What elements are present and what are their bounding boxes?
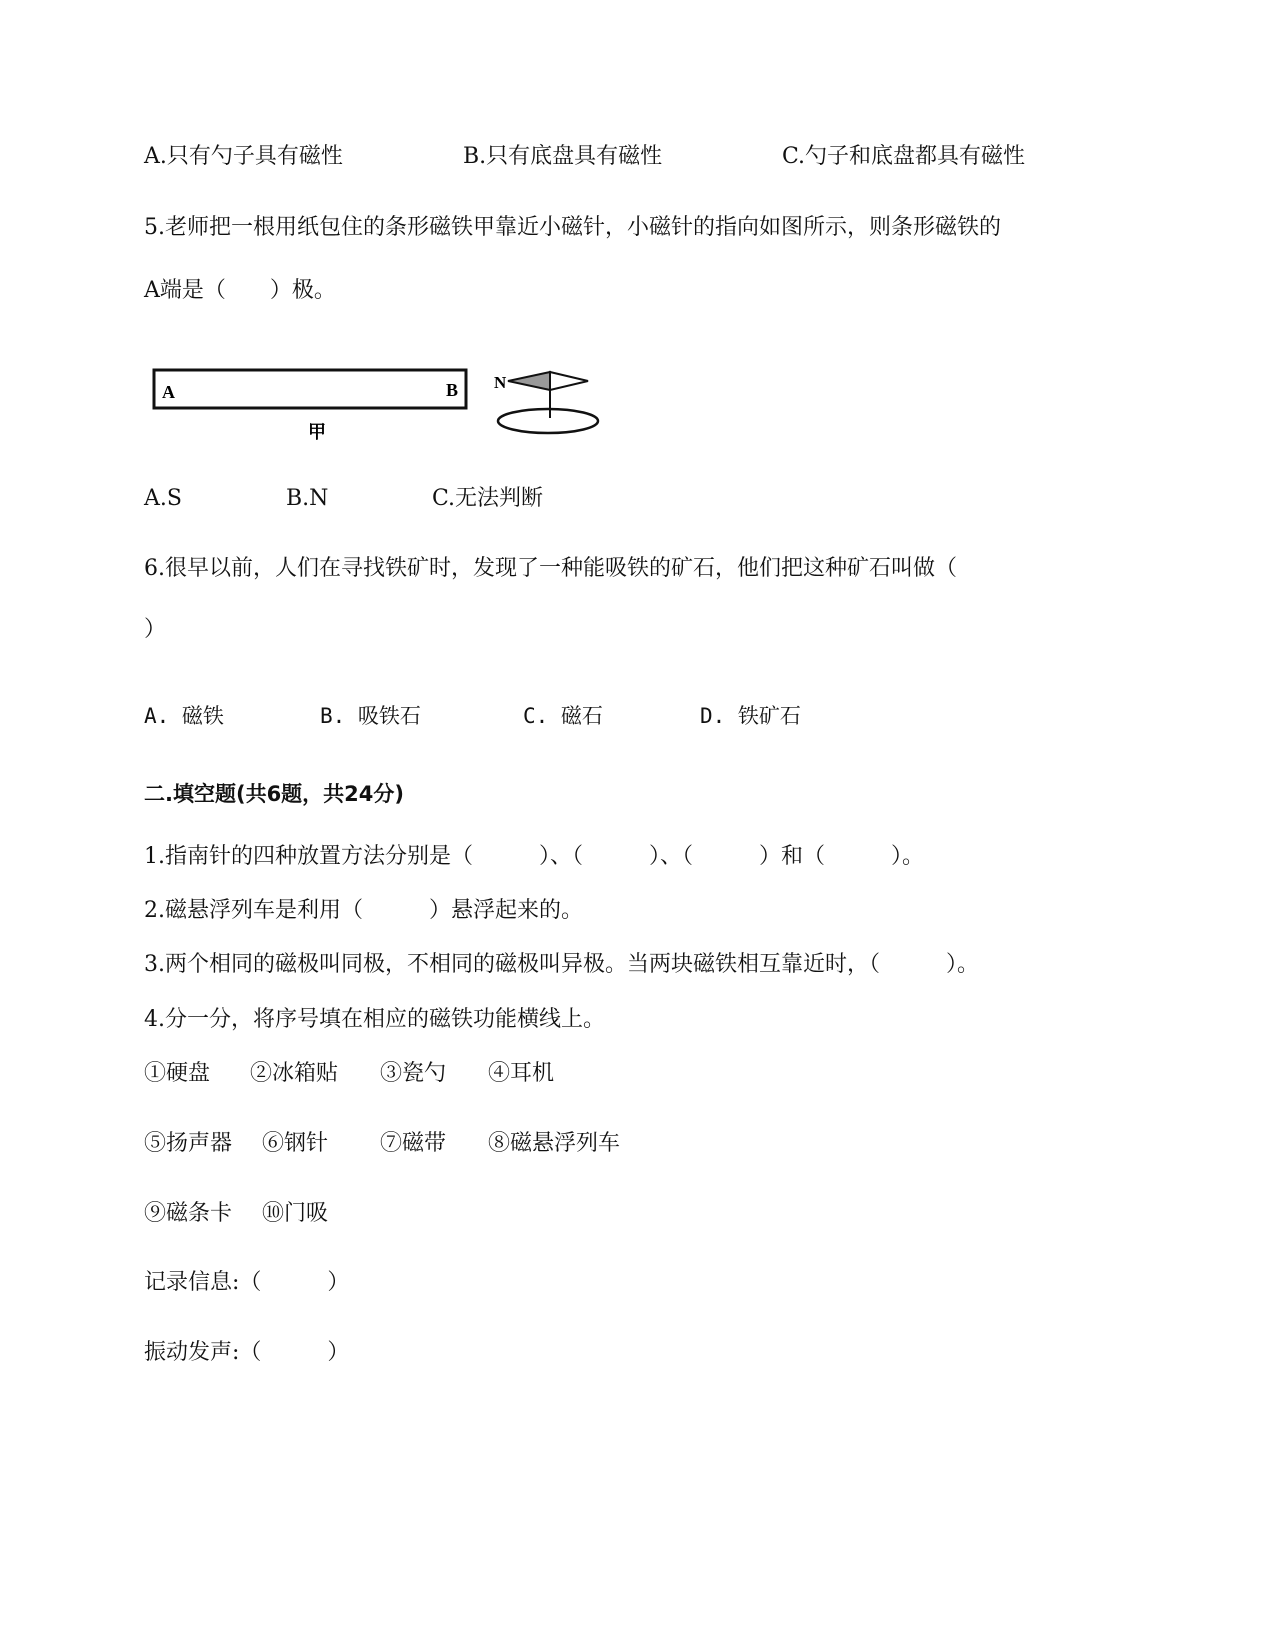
q5-option-c: C.无法判断 [432, 486, 544, 511]
bar-magnet-label-b: B [446, 380, 459, 400]
q6-option-d: D. 铁矿石 [700, 704, 801, 728]
q4-option-b: B.只有底盘具有磁性 [463, 144, 663, 169]
q6-option-a: A. 磁铁 [144, 704, 224, 728]
item-1: ①硬盘 [144, 1061, 211, 1086]
q6-option-b: B. 吸铁石 [320, 704, 421, 728]
bar-magnet-caption: 甲 [308, 422, 326, 442]
q4-option-a: A.只有勺子具有磁性 [144, 144, 343, 169]
item-6: ⑥钢针 [262, 1131, 329, 1156]
item-5: ⑤扬声器 [144, 1131, 233, 1156]
q5-figure [148, 360, 608, 450]
item-10: ⑩门吸 [262, 1201, 329, 1226]
item-8: ⑧磁悬浮列车 [488, 1131, 621, 1156]
q6-option-c: C. 磁石 [523, 704, 603, 728]
item-4: ④耳机 [488, 1061, 555, 1086]
needle-north-half [508, 372, 550, 390]
blank-record-info: 记录信息:（ ） [144, 1270, 350, 1295]
bar-magnet-label-a: A [162, 382, 175, 402]
q6-stem-line1: 6.很早以前，人们在寻找铁矿时，发现了一种能吸铁的矿石，他们把这种矿石叫做（ [144, 556, 957, 581]
needle-south-half [550, 372, 588, 390]
item-9: ⑨磁条卡 [144, 1201, 233, 1226]
q5-option-a: A.S [144, 486, 182, 511]
fill-q2: 2.磁悬浮列车是利用（ ）悬浮起来的。 [144, 898, 583, 923]
fill-q1: 1.指南针的四种放置方法分别是（ ）、（ ）、（ ）和（ ）。 [144, 844, 924, 869]
needle-label-n: N [494, 373, 507, 392]
bar-magnet [154, 370, 466, 408]
fill-q4: 4.分一分，将序号填在相应的磁铁功能横线上。 [144, 1007, 605, 1032]
q4-option-c: C.勺子和底盘都具有磁性 [782, 144, 1026, 169]
q5-stem-line1: 5.老师把一根用纸包住的条形磁铁甲靠近小磁针，小磁针的指向如图所示，则条形磁铁的 [144, 215, 1001, 240]
needle-base [498, 409, 598, 433]
fill-q3: 3.两个相同的磁极叫同极，不相同的磁极叫异极。当两块磁铁相互靠近时，（ ）。 [144, 952, 979, 977]
item-3: ③瓷勺 [380, 1061, 447, 1086]
q5-stem-line2: A端是（ ）极。 [144, 278, 336, 303]
q5-option-b: B.N [286, 486, 329, 511]
q6-stem-line2: ） [144, 617, 167, 642]
blank-vibrate-sound: 振动发声:（ ） [144, 1340, 350, 1365]
section2-heading: 二.填空题(共6题，共24分) [144, 782, 405, 806]
item-7: ⑦磁带 [380, 1131, 447, 1156]
item-2: ②冰箱贴 [250, 1061, 339, 1086]
